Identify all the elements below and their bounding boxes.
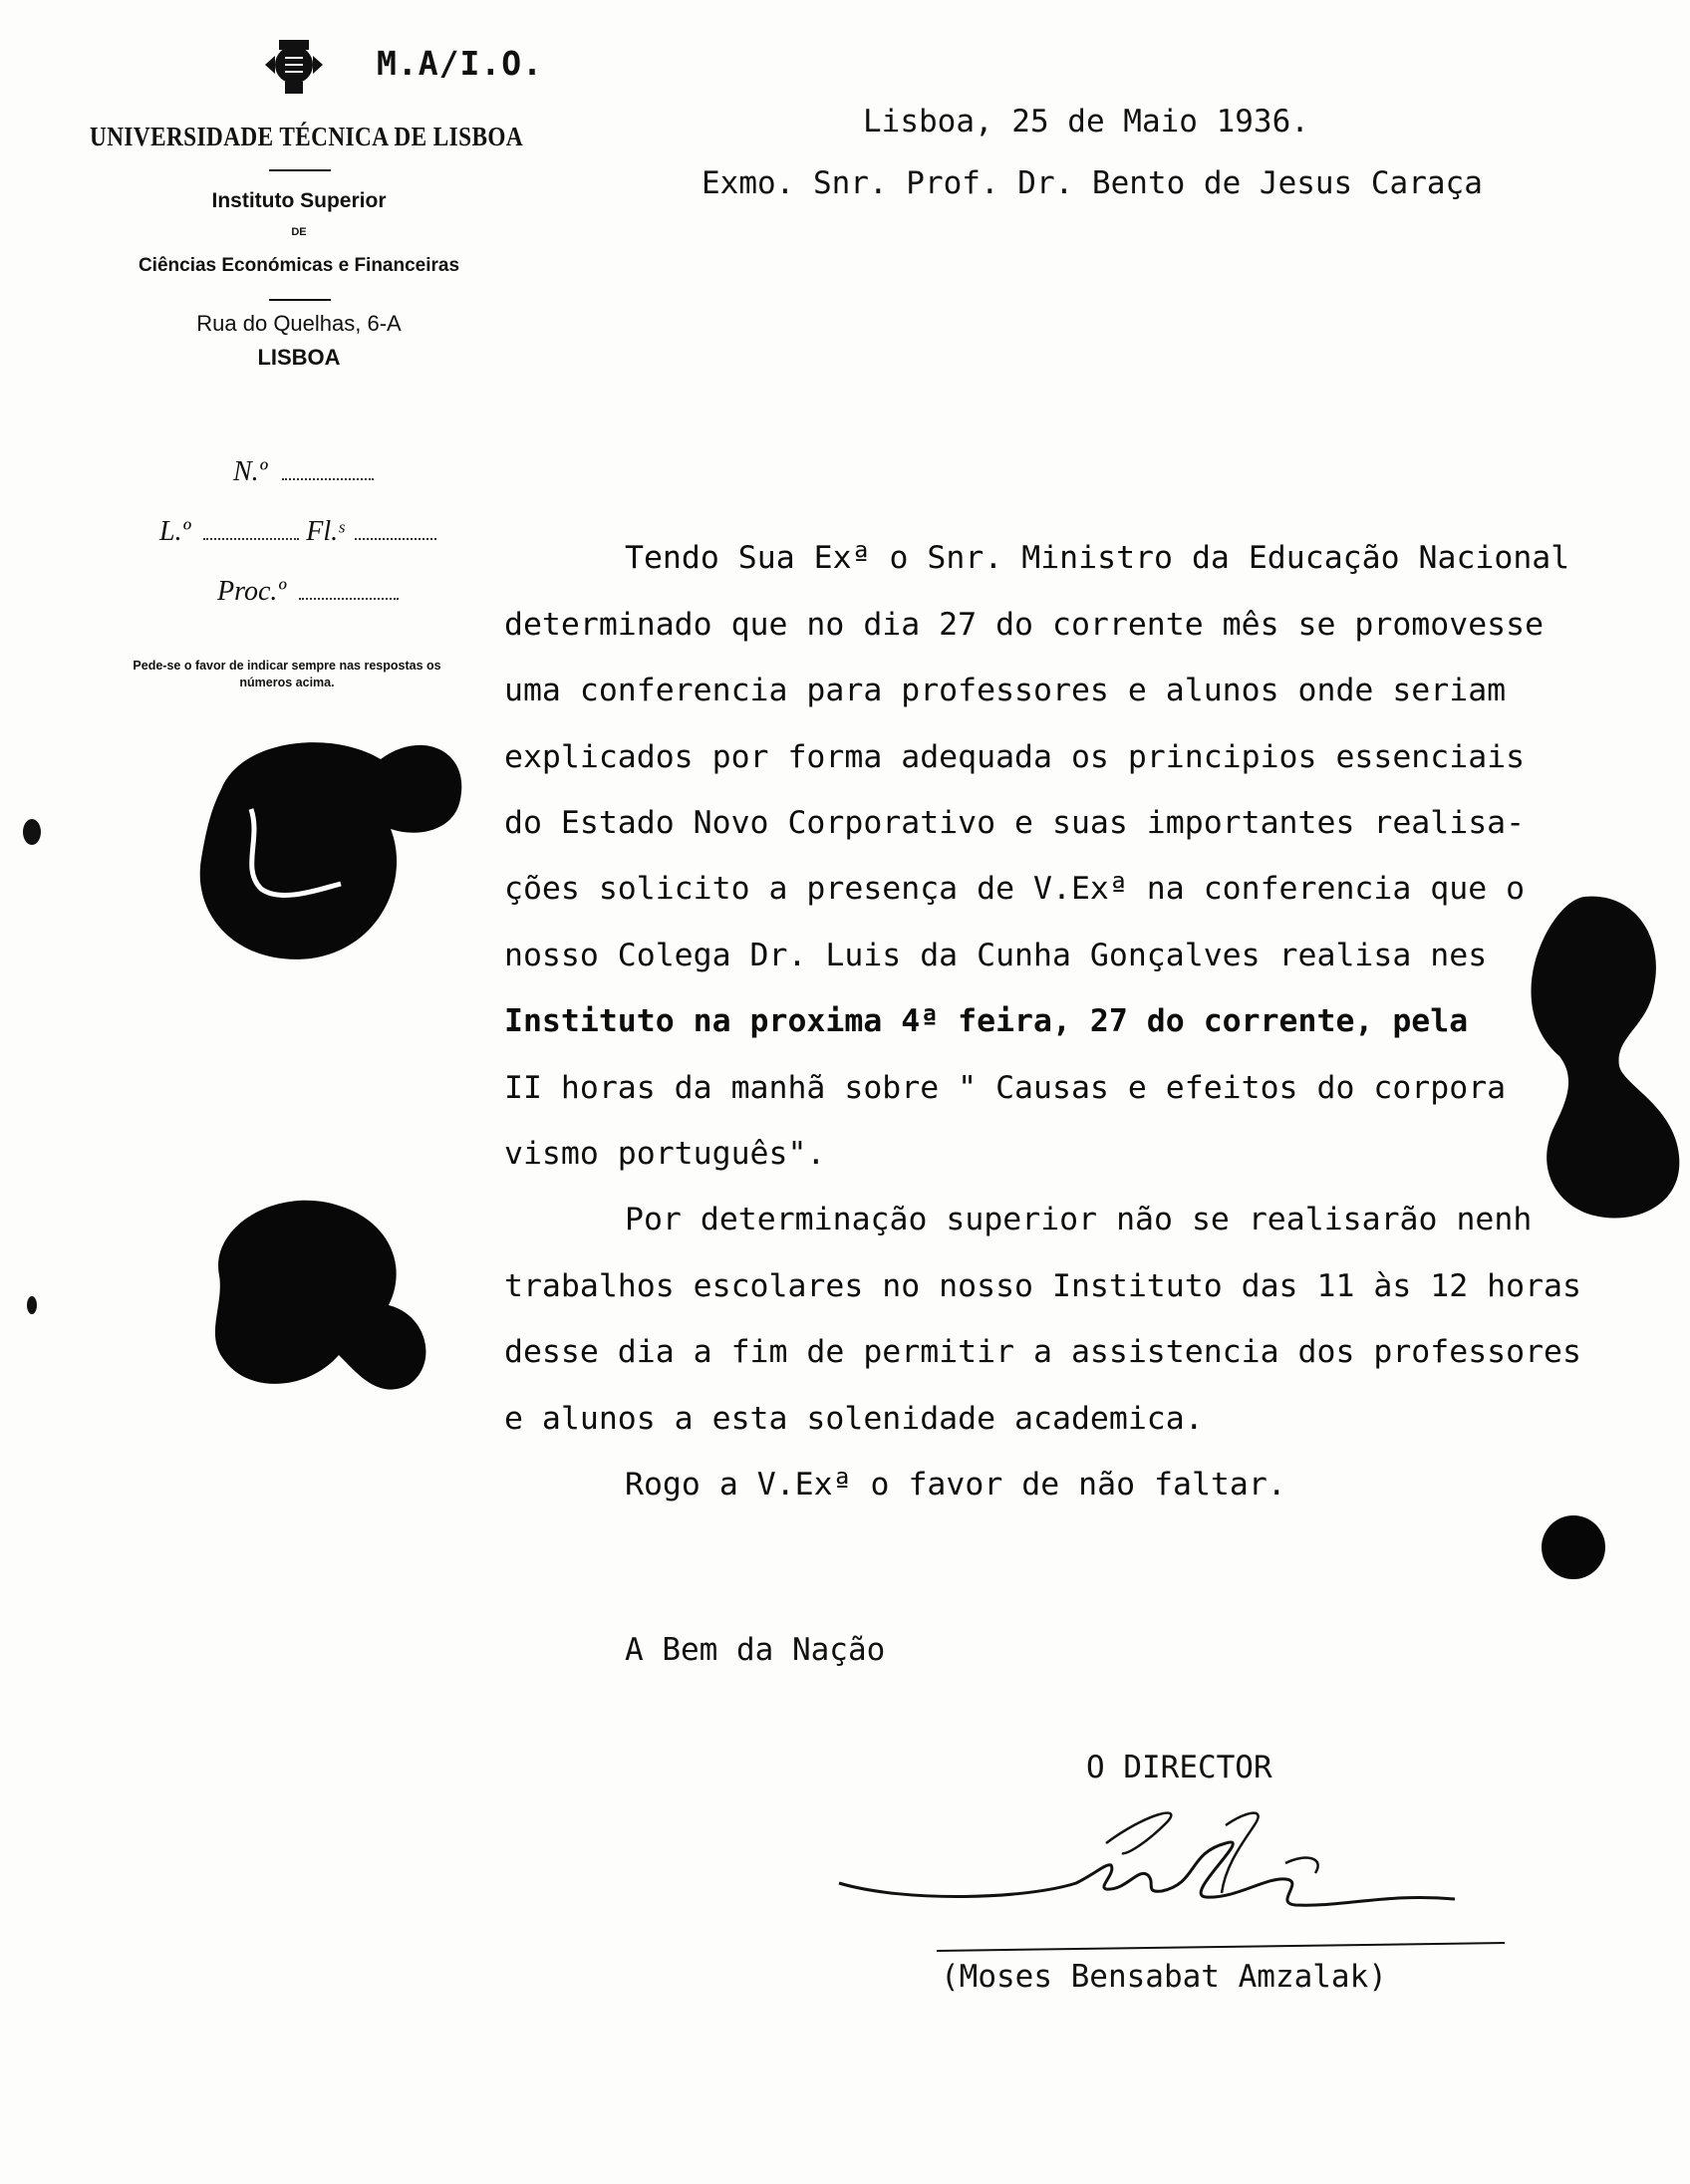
handwritten-signature-icon [827, 1803, 1505, 1963]
body-line: e alunos a esta solenidade academica. [504, 1401, 1204, 1437]
field-livro-folhas [159, 516, 436, 548]
body-line: II horas da manhã sobre " Causas e efeitos do corpora [504, 1070, 1507, 1106]
university-crest-icon [261, 32, 327, 98]
field-numero [233, 456, 374, 488]
field-processo [217, 576, 399, 608]
body-line: desse dia a fim de permitir a assistencia dos professores [504, 1334, 1581, 1370]
institute-de: DE [291, 226, 307, 238]
address-city: LISBOA [257, 345, 341, 370]
body-line: vismo português". [504, 1136, 826, 1172]
signatory-name: (Moses Bensabat Amzalak) [941, 1959, 1387, 1995]
body-line: Instituto na proxima 4ª feira, 27 do corrente, pela [504, 1003, 1469, 1039]
university-name: UNIVERSIDADE TÉCNICA DE LISBOA [90, 122, 524, 151]
reference-code: M.A/I.O. [377, 44, 543, 83]
punch-hole-mark [26, 1295, 38, 1315]
body-line: Por determinação superior não se realisarão nenh [625, 1202, 1533, 1237]
institute-line-2: Ciências Económicas e Financeiras [138, 255, 460, 276]
body-line: Tendo Sua Exª o Snr. Ministro da Educação Nacional [625, 540, 1570, 576]
closing-title: O DIRECTOR [1086, 1750, 1272, 1785]
ink-blot [181, 719, 470, 968]
addressee: Exmo. Snr. Prof. Dr. Bento de Jesus Caraça [702, 165, 1483, 201]
body-line: Rogo a V.Exª o favor de não faltar. [625, 1467, 1286, 1502]
field-processo-blank [299, 598, 399, 600]
institute-line-1: Instituto Superior [211, 189, 387, 212]
ink-blot [189, 1186, 448, 1405]
field-folhas-blank [355, 538, 436, 540]
body-line: nosso Colega Dr. Luis da Cunha Gonçalves realisa nes [504, 938, 1488, 973]
body-line: explicados por forma adequada os principios essenciais [504, 739, 1526, 775]
header-rule [269, 299, 331, 301]
address-street: Rua do Quelhas, 6-A [196, 311, 402, 336]
field-numero-label: N.º [233, 456, 268, 487]
ink-dot [1541, 1514, 1606, 1580]
field-numero-blank [282, 478, 374, 480]
closing-salutation: A Bem da Nação [625, 1632, 886, 1668]
field-livro-label: L.º [159, 516, 191, 547]
field-folhas-label: Fl.ˢ [306, 516, 345, 547]
header-rule [269, 169, 331, 171]
dateline: Lisboa, 25 de Maio 1936. [863, 104, 1309, 139]
punch-hole-mark [22, 817, 42, 847]
field-processo-label: Proc.º [217, 576, 287, 607]
body-line: determinado que no dia 27 do corrente mês se promovesse [504, 607, 1545, 643]
body-line: do Estado Novo Corporativo e suas importantes realisa- [504, 805, 1526, 841]
ink-blot [1505, 887, 1690, 1226]
body-line: uma conferencia para professores e alunos onde seriam [504, 673, 1507, 708]
field-livro-blank [203, 538, 299, 540]
form-fields-note: Pede-se o favor de indicar sempre nas respostas os números acima. [133, 659, 441, 689]
body-line: trabalhos escolares no nosso Instituto das 11 às 12 horas [504, 1268, 1581, 1304]
body-line: ções solicito a presença de V.Exª na conferencia que o [504, 871, 1526, 907]
